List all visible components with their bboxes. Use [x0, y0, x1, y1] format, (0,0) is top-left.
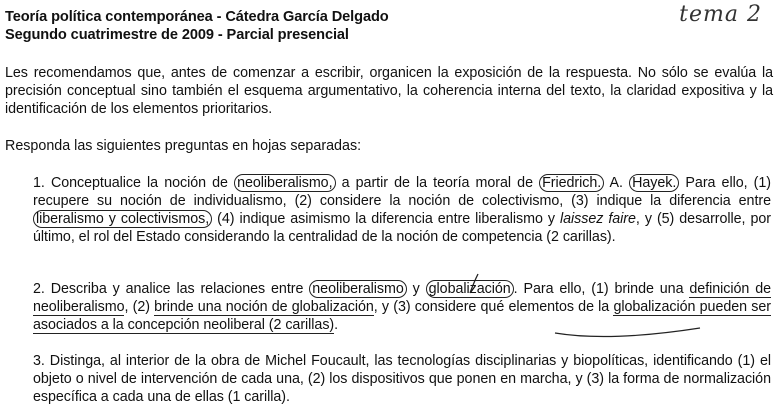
q2-circled-globalizacion: globalización: [426, 280, 514, 298]
question-2: [33, 280, 771, 334]
q1-circled-hayek: Hayek.: [629, 174, 679, 192]
q1-text-3: A.: [604, 175, 630, 191]
q2-underlined-globalizacion-elementos: globalización pueden ser asociados a la concepción neoliberal (2 carillas): [33, 299, 771, 333]
q2-text-1: 2. Describa y analice las relaciones entre: [33, 281, 310, 297]
handwritten-note: tema 2: [679, 2, 762, 27]
q1-text-2: a partir de la teoría moral de: [335, 175, 540, 191]
q2-text-5: , y (3) considere qué elementos de la: [373, 299, 614, 315]
q1-text-5: (4) indique asimismo la diferencia entre liberalismo y: [212, 211, 560, 227]
q2-text-2: y: [406, 281, 426, 297]
q2-text-3: . Para ello, (1) brinde una: [513, 281, 690, 297]
q1-text-1: 1. Conceptualice la noción de: [33, 175, 235, 191]
q1-circled-friedrich: Friedrich.: [539, 174, 604, 192]
q1-text-4: Para ello, (1) recupere su noción de individualismo, (2) considere la noción de colectivismo, (3) indique la diferencia entre: [33, 175, 771, 209]
intro-paragraph: Les recomendamos que, antes de comenzar a escribir, organicen la exposición de la respuesta. No sólo se evalúa la precisión conceptual sino también el esquema argumentativo, la coherencia interna del texto, la claridad expositiva y la identificación de los elementos prioritarios.: [5, 65, 773, 117]
instruction-line: Responda las siguientes preguntas en hojas separadas:: [5, 138, 362, 154]
q1-circled-neoliberalismo: neoliberalismo,: [234, 174, 335, 192]
q2-circled-neoliberalismo: neoliberalismo: [309, 280, 406, 298]
q1-circled-liberalismo-colectivismos: liberalismo y colectivismos,: [33, 210, 212, 228]
q1-text-6: , y (5) desarrolle, por último, el rol del Estado considerando la centralidad de la noción de competencia (2 carillas).: [33, 211, 771, 245]
q1-italic-laissez-faire: laissez faire: [560, 211, 636, 227]
q2-text-6: .: [334, 317, 339, 333]
q2-underlined-definicion: definición de neoliberalismo: [33, 281, 771, 315]
exam-subtitle: Segundo cuatrimestre de 2009 - Parcial presencial: [5, 27, 349, 43]
q2-text-4: , (2): [124, 299, 155, 315]
course-title: Teoría política contemporánea - Cátedra García Delgado: [5, 9, 389, 25]
q2-underlined-nocion: brinde una noción de globalización: [154, 299, 374, 315]
question-1: [33, 174, 771, 246]
exam-header: [5, 8, 389, 44]
question-3: 3. Distinga, al interior de la obra de Michel Foucault, las tecnologías disciplinarias y biopolíticas, identificando (1) el objeto o nivel de intervención de cada una, (2) los dispositivos que ponen en marcha, y (3) la forma de normalización específica a cada una de ellas (1 carilla).: [33, 353, 771, 405]
